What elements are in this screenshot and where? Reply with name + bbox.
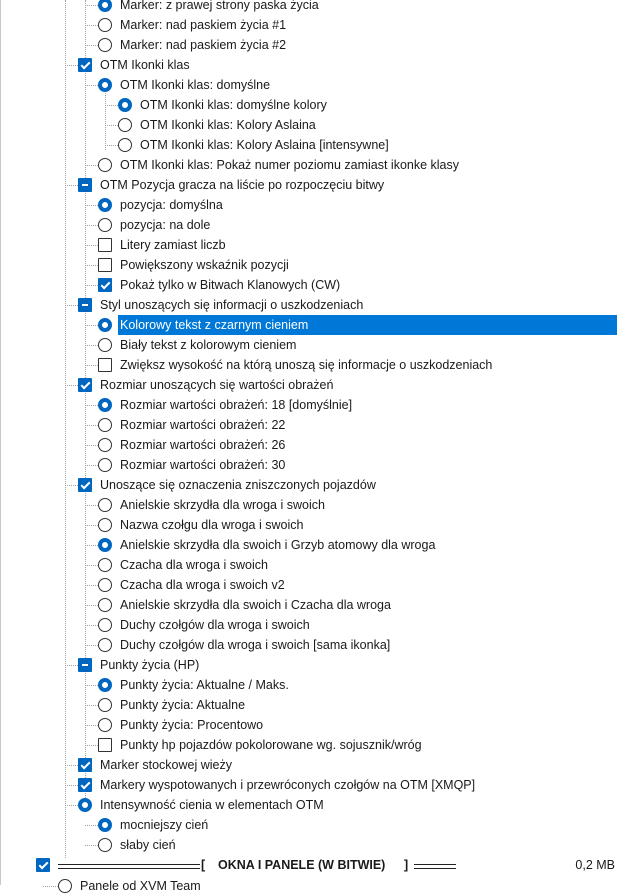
tree-item-label: Marker: z prawej strony paska życia — [120, 0, 319, 12]
tree-guide-line — [105, 145, 118, 146]
tree-item[interactable] — [98, 455, 617, 475]
tree-guide-line — [85, 625, 98, 626]
tree-item[interactable] — [78, 475, 617, 495]
tree-item[interactable] — [98, 615, 617, 635]
tree-item-label: Punkty życia: Aktualne / Maks. — [120, 678, 289, 692]
tree-item-label: Rozmiar unoszących się wartości obrażeń — [100, 378, 334, 392]
radio-button[interactable] — [98, 0, 112, 12]
radio-button[interactable] — [98, 498, 112, 512]
radio-button[interactable] — [98, 158, 112, 172]
tree-guide-line — [85, 5, 98, 6]
tree-guide-line — [65, 765, 78, 766]
radio-button[interactable] — [118, 98, 132, 112]
tree-item-label: OTM Ikonki klas: Kolory Aslaina [intensywne] — [140, 138, 389, 152]
checkbox[interactable] — [78, 298, 92, 312]
tree-guide-line — [85, 205, 98, 206]
tree-item[interactable] — [78, 755, 617, 775]
tree-item-label: OTM Ikonki klas: domyślne — [120, 78, 271, 92]
section-checkbox[interactable] — [36, 858, 50, 872]
tree-item[interactable] — [98, 635, 617, 655]
tree-guide-line — [85, 265, 98, 266]
tree-item-label: OTM Pozycja gracza na liście po rozpoczęciu bitwy — [100, 178, 385, 192]
tree-guide-line — [85, 565, 98, 566]
tree-item-label: Marker stockowej wieży — [100, 758, 232, 772]
tree-item[interactable] — [98, 495, 617, 515]
tree-item[interactable] — [98, 415, 617, 435]
tree-item-label: Biały tekst z kolorowym cieniem — [120, 338, 297, 352]
tree-guide-line — [85, 325, 98, 326]
tree-guide-line — [85, 25, 98, 26]
radio-button[interactable] — [98, 198, 112, 212]
tree-item[interactable] — [98, 195, 617, 215]
checkbox[interactable] — [78, 758, 92, 772]
tree-guide-line — [65, 185, 78, 186]
tree-item[interactable] — [98, 315, 617, 335]
tree-item[interactable] — [118, 135, 617, 155]
tree-item-label: Czacha dla wroga i swoich v2 — [120, 578, 285, 592]
checkbox[interactable] — [78, 478, 92, 492]
tree-item[interactable] — [98, 535, 617, 555]
tree-guide-line — [65, 0, 66, 858]
section-bracket-close: ] — [404, 858, 409, 872]
checkbox[interactable] — [98, 358, 112, 372]
tree-guide-line — [65, 485, 78, 486]
tree-item[interactable] — [98, 235, 617, 255]
tree-item-label: Zwiększ wysokość na którą unoszą się informacje o uszkodzeniach — [120, 358, 493, 372]
tree-item[interactable] — [98, 575, 617, 595]
radio-button[interactable] — [98, 338, 112, 352]
section-rule-right — [414, 864, 456, 869]
tree-guide-line — [65, 785, 78, 786]
checkbox[interactable] — [78, 58, 92, 72]
tree-item-label: Punkty życia: Procentowo — [120, 718, 264, 732]
radio-button[interactable] — [118, 138, 132, 152]
tree-item[interactable] — [78, 375, 617, 395]
radio-button[interactable] — [98, 438, 112, 452]
tree-item[interactable] — [98, 515, 617, 535]
tree-guide-line — [105, 105, 118, 106]
tree-item[interactable] — [78, 795, 617, 815]
tree-item-label: Styl unoszących się informacji o uszkodzeniach — [100, 298, 364, 312]
tree-guide-line — [85, 705, 98, 706]
tree-guide-line — [85, 525, 98, 526]
tree-item-label: Nazwa czołgu dla wroga i swoich — [120, 518, 304, 532]
tree-guide-line — [85, 225, 98, 226]
tree-item-label: Anielskie skrzydła dla swoich i Czacha dla wroga — [120, 598, 391, 612]
radio-button[interactable] — [98, 318, 112, 332]
tree-item-label: OTM Ikonki klas — [100, 58, 190, 72]
tree-item-label: Panele od XVM Team — [80, 879, 201, 893]
tree-guide-line — [85, 0, 86, 808]
tree-item-label: Marker: nad paskiem życia #1 — [120, 18, 287, 32]
tree-item[interactable] — [118, 95, 617, 115]
tree-item-label: OTM Ikonki klas: Pokaż numer poziomu zamiast ikonke klasy — [120, 158, 460, 172]
tree-item-label: Punkty życia: Aktualne — [120, 698, 246, 712]
radio-button[interactable] — [98, 398, 112, 412]
tree-item[interactable] — [98, 355, 617, 375]
section-bracket-open: [ — [201, 858, 206, 872]
tree-item-label: Unoszące się oznaczenia zniszczonych pojazdów — [100, 478, 376, 492]
tree-item-label: Rozmiar wartości obrażeń: 26 — [120, 438, 286, 452]
tree-item[interactable] — [98, 695, 617, 715]
tree-guide-line — [85, 345, 98, 346]
tree-item-label: Punkty hp pojazdów pokolorowane wg. sojusznik/wróg — [120, 738, 422, 752]
tree-item-label: Duchy czołgów dla wroga i swoich — [120, 618, 310, 632]
radio-button[interactable] — [98, 558, 112, 572]
tree-left-border — [0, 0, 1, 885]
tree-item-label: Czacha dla wroga i swoich — [120, 558, 268, 572]
tree-item[interactable] — [98, 835, 617, 855]
radio-button[interactable] — [98, 218, 112, 232]
tree-item-label: pozycja: na dole — [120, 218, 211, 232]
checkbox[interactable] — [78, 178, 92, 192]
tree-item-label: Anielskie skrzydła dla swoich i Grzyb atomowy dla wroga — [120, 538, 436, 552]
tree-item-label: słaby cień — [120, 838, 176, 852]
section-size: 0,2 MB — [575, 858, 615, 872]
tree-item[interactable] — [98, 715, 617, 735]
tree-item[interactable] — [98, 395, 617, 415]
checkbox[interactable] — [98, 738, 112, 752]
tree-guide-line — [85, 725, 98, 726]
tree-guide-line — [85, 365, 98, 366]
tree-guide-line — [85, 165, 98, 166]
tree-guide-line — [85, 545, 98, 546]
tree-item-label: Pokaż tylko w Bitwach Klanowych (CW) — [120, 278, 341, 292]
tree-guide-line — [85, 245, 98, 246]
radio-button[interactable] — [98, 678, 112, 692]
tree-guide-line — [85, 45, 98, 46]
tree-item-label: OTM Ikonki klas: Kolory Aslaina — [140, 118, 316, 132]
tree-guide-line — [85, 605, 98, 606]
tree-item[interactable] — [98, 215, 617, 235]
tree-guide-line — [105, 90, 106, 150]
tree-guide-line — [85, 585, 98, 586]
tree-item-label: pozycja: domyślna — [120, 198, 223, 212]
tree-item-label: Rozmiar wartości obrażeń: 22 — [120, 418, 286, 432]
tree-item[interactable] — [98, 335, 617, 355]
radio-button[interactable] — [98, 78, 112, 92]
tree-guide-line — [85, 85, 98, 86]
tree-guide-line — [43, 886, 58, 887]
tree-item[interactable] — [98, 595, 617, 615]
radio-button[interactable] — [98, 618, 112, 632]
tree-guide-line — [65, 665, 78, 666]
radio-button[interactable] — [98, 518, 112, 532]
tree-guide-line — [85, 465, 98, 466]
tree-guide-line — [85, 505, 98, 506]
tree-item-label: Rozmiar wartości obrażeń: 18 [domyślnie] — [120, 398, 353, 412]
tree-guide-line — [65, 65, 78, 66]
tree-item-label: Anielskie skrzydła dla wroga i swoich — [120, 498, 325, 512]
tree-guide-line — [85, 745, 98, 746]
radio-button[interactable] — [98, 838, 112, 852]
radio-button[interactable] — [78, 798, 92, 812]
tree-item-label: Markery wyspotowanych i przewróconych czołgów na OTM [XMQP] — [100, 778, 476, 792]
tree-item[interactable] — [98, 275, 617, 295]
tree-item-label: Litery zamiast liczb — [120, 238, 226, 252]
tree-guide-line — [65, 805, 78, 806]
tree-guide-line — [85, 425, 98, 426]
tree-item-label: mocniejszy cień — [120, 818, 209, 832]
tree-item[interactable] — [98, 815, 617, 835]
tree-item[interactable] — [78, 55, 617, 75]
tree-item[interactable] — [98, 255, 617, 275]
radio-button[interactable] — [98, 538, 112, 552]
checkbox[interactable] — [98, 278, 112, 292]
tree-item[interactable] — [78, 775, 617, 795]
tree-guide-line — [85, 445, 98, 446]
radio-button[interactable] — [98, 598, 112, 612]
tree-item[interactable] — [98, 555, 617, 575]
section-header-okna-i-panele[interactable] — [36, 855, 625, 875]
tree-item[interactable] — [78, 175, 617, 195]
tree-item-label: Duchy czołgów dla wroga i swoich [sama ikonka] — [120, 638, 391, 652]
tree-item-label: Kolorowy tekst z czarnym cieniem — [118, 315, 617, 335]
tree-item[interactable] — [98, 0, 617, 15]
tree-item[interactable] — [98, 435, 617, 455]
radio-button[interactable] — [98, 458, 112, 472]
tree-guide-line — [85, 405, 98, 406]
radio-button[interactable] — [98, 718, 112, 732]
radio-button[interactable] — [98, 578, 112, 592]
radio-button[interactable] — [98, 638, 112, 652]
tree-guide-line — [105, 125, 118, 126]
radio-button[interactable] — [98, 418, 112, 432]
tree-item-label: Marker: nad paskiem życia #2 — [120, 38, 287, 52]
tree-item[interactable] — [98, 675, 617, 695]
tree-item[interactable] — [98, 155, 617, 175]
tree-item[interactable] — [98, 735, 617, 755]
tree-item-panele-od-xvm-team[interactable] — [58, 876, 617, 896]
tree-item-label: Intensywność cienia w elementach OTM — [100, 798, 324, 812]
checkbox[interactable] — [78, 658, 92, 672]
tree-item[interactable] — [98, 35, 617, 55]
tree-item-label: Rozmiar wartości obrażeń: 30 — [120, 458, 286, 472]
tree-item[interactable] — [78, 655, 617, 675]
tree-item-label: Punkty życia (HP) — [100, 658, 200, 672]
tree-guide-line — [65, 385, 78, 386]
tree-item-label: OTM Ikonki klas: domyślne kolory — [140, 98, 327, 112]
checkbox[interactable] — [98, 258, 112, 272]
tree-item-label: Powiększony wskaźnik pozycji — [120, 258, 289, 272]
radio-button[interactable] — [98, 38, 112, 52]
tree-item[interactable] — [98, 15, 617, 35]
section-rule-left — [58, 864, 200, 869]
radio-button[interactable] — [98, 698, 112, 712]
section-title: OKNA I PANELE (W BITWIE) — [218, 858, 386, 872]
radio-button[interactable] — [98, 818, 112, 832]
tree-item[interactable] — [78, 295, 617, 315]
radio-button[interactable] — [118, 118, 132, 132]
tree-item[interactable] — [98, 75, 617, 95]
tree-guide-line — [85, 685, 98, 686]
checkbox[interactable] — [78, 778, 92, 792]
tree-item[interactable] — [118, 115, 617, 135]
tree-guide-line — [65, 305, 78, 306]
checkbox[interactable] — [78, 378, 92, 392]
tree-guide-line — [85, 285, 98, 286]
tree-guide-line — [85, 825, 98, 826]
tree-guide-line — [85, 645, 98, 646]
tree-guide-line — [85, 845, 98, 846]
radio-button[interactable] — [98, 18, 112, 32]
checkbox[interactable] — [98, 238, 112, 252]
radio-button[interactable] — [58, 879, 72, 893]
